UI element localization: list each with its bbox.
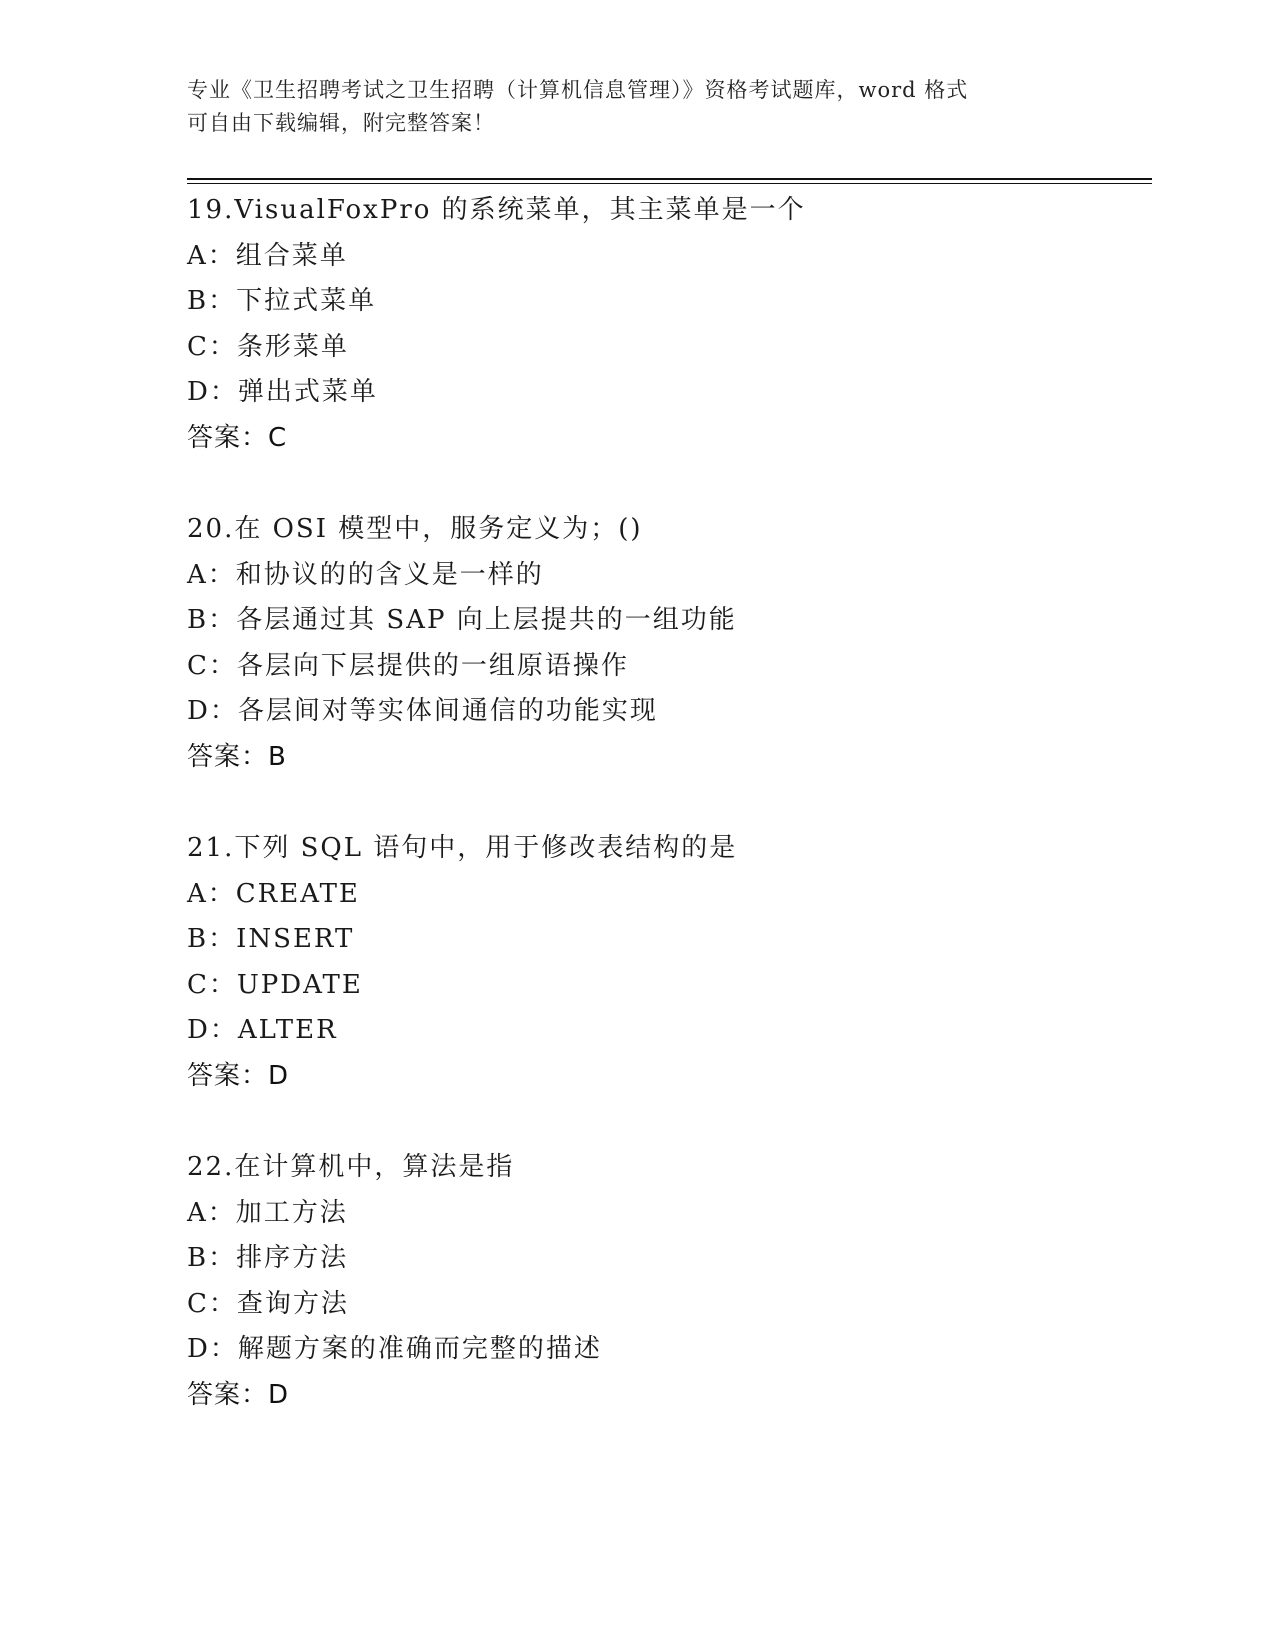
question-19 (187, 188, 1147, 461)
question-22 (187, 1145, 1147, 1418)
header-divider (187, 178, 1152, 184)
option-c: C：UPDATE (187, 969, 363, 1000)
option-a: A：组合菜单 (187, 240, 348, 271)
option-c: C：查询方法 (187, 1288, 349, 1319)
question-stem: 20.在 OSI 模型中，服务定义为；() (187, 514, 643, 544)
option-a: A：加工方法 (187, 1197, 348, 1228)
option-d: D：弹出式菜单 (187, 377, 378, 407)
header-line-2: 可自由下载编辑，附完整答案！ (187, 111, 495, 135)
option-b: B：下拉式菜单 (187, 286, 377, 316)
question-stem: 19.VisualFoxPro 的系统菜单，其主菜单是一个 (187, 195, 806, 225)
option-d: D：解题方案的准确而完整的描述 (187, 1334, 602, 1364)
option-b: B：排序方法 (187, 1243, 349, 1273)
question-21 (187, 826, 1147, 1099)
answer-label: 答案：B (187, 741, 287, 772)
option-a: A：和协议的的含义是一样的 (187, 559, 544, 590)
option-c: C：各层向下层提供的一组原语操作 (187, 650, 629, 681)
option-b: B：INSERT (187, 924, 355, 954)
option-a: A：CREATE (187, 878, 360, 909)
question-20 (187, 507, 1147, 780)
question-list (187, 188, 1147, 1464)
option-d: D：各层间对等实体间通信的功能实现 (187, 696, 658, 726)
question-stem: 21.下列 SQL 语句中，用于修改表结构的是 (187, 833, 738, 863)
answer-label: 答案：D (187, 1379, 290, 1410)
option-b: B：各层通过其 SAP 向上层提共的一组功能 (187, 605, 737, 635)
answer-label: 答案：C (187, 422, 288, 453)
answer-label: 答案：D (187, 1060, 290, 1091)
option-c: C：条形菜单 (187, 331, 349, 362)
header-line-1: 专业《卫生招聘考试之卫生招聘（计算机信息管理）》资格考试题库，word 格式 (187, 78, 969, 102)
option-d: D：ALTER (187, 1015, 338, 1045)
question-stem: 22.在计算机中，算法是指 (187, 1152, 515, 1182)
document-header (187, 74, 1087, 140)
